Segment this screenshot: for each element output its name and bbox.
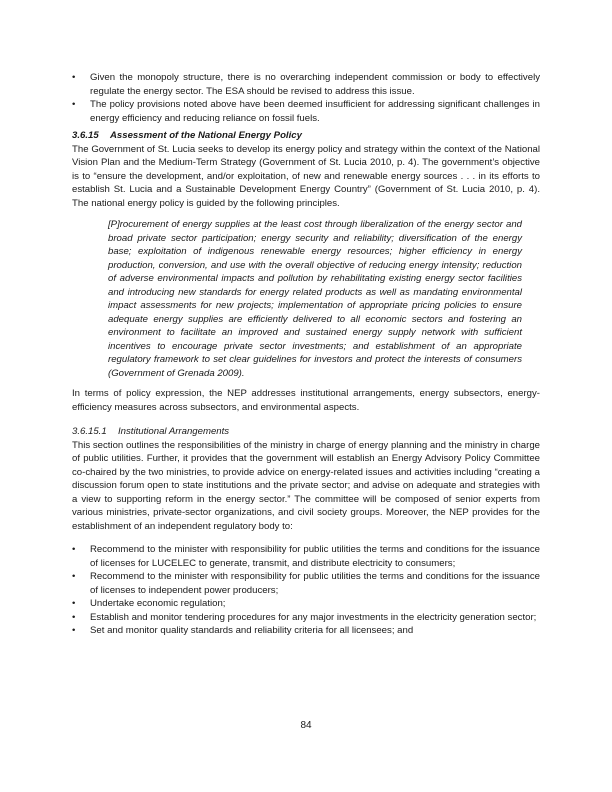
block-quote: [P]rocurement of energy supplies at the least cost through liberalization of the energy sector and broad private sector participation; energy security and reliability; diversification of the energy base; exploitation of indigenous renewable energy resources; higher efficiency in energy production, conversion, and use with the overall objective of reducing energy intensity; reduction of adverse environmental impacts and pollution by rehabilitating existing energy sector facilities and introducing new standards for energy related products as well as mandating environmental impact assessments for new projects; implementation of appropriate pricing policies to ensure adequate energy supplies are efficiently delivered to all economic sectors and fostering an environment to facilitate an improved and sustained energy supply network with sufficient incentives to encourage private sector investments; and establishment of an appropriate regulatory framework to set clear guidelines for investors and protect the interests of consumers (Government of Grenada 2009). <box>108 219 522 379</box>
list-item: • The policy provisions noted above have been deemed insufficient for addressing significant challenges in energy efficiency and reducing reliance on fossil fuels. <box>72 99 540 124</box>
subsection-heading: 3.6.15.1 Institutional Arrangements <box>72 426 230 437</box>
list-item: • Given the monopoly structure, there is no overarching independent commission or body to effectively regulate the energy sector. The ESA should be revised to address this issue. <box>72 72 540 97</box>
list-item: • Recommend to the minister with responsibility for public utilities the terms and conditions for the issuance of licenses for LUCELEC to generate, transmit, and distribute electricity to consumers; <box>72 544 540 569</box>
bullet-icon: • <box>72 625 76 636</box>
bullet-icon: • <box>72 99 76 110</box>
section-summary: In terms of policy expression, the NEP addresses institutional arrangements, energy subsectors, energy-efficiency measures across subsectors, and environmental aspects. <box>72 388 540 413</box>
section-heading: 3.6.15 Assessment of the National Energy Policy <box>72 130 302 141</box>
section-intro: The Government of St. Lucia seeks to develop its energy policy and strategy within the context of the National Vision Plan and the Medium-Term Strategy (Government of St. Lucia 2010, p. 4). The government’s objective is to “ensure the development, and/or exploitation, of new and renewable energy sources . . . in its efforts to establish St. Lucia and a Sustainable Development Energy Country” (Government of St. Lucia 2010, p. 4). The national energy policy is guided by the following principles. <box>72 143 540 209</box>
page-number: 84 <box>300 720 312 731</box>
list-item: • Undertake economic regulation; <box>72 598 226 609</box>
bullet-icon: • <box>72 611 76 623</box>
bullet-icon: • <box>72 72 76 83</box>
list-item: • Set and monitor quality standards and reliability criteria for all licensees; and <box>72 625 414 636</box>
page-body <box>72 71 540 638</box>
bullet-icon: • <box>72 571 76 582</box>
list-item: • Establish and monitor tendering procedures for any major investments in the electricity generation sector; <box>72 611 537 623</box>
regulatory-bullet-list <box>72 543 540 638</box>
bullet-icon: • <box>72 544 76 555</box>
bullet-icon: • <box>72 598 76 609</box>
top-bullet-list <box>72 71 540 125</box>
subsection-body: This section outlines the responsibilities of the ministry in charge of energy planning and the ministry in charge of public utilities. Further, it provides that the government will establish an Energy Advisory Policy Committee co-chaired by the two ministries, to provide advice on energy-related issues and activities including “creating a discussion forum open to state institutions and the private sector; and advise on adequate and strategies with a view to supporting reform in the energy sector.” The committee will be composed of senior experts from various ministries, private-sector organizations, and civil society groups. Moreover, the NEP provides for the establishment of an independent regulatory body to: <box>72 439 540 532</box>
list-item: • Recommend to the minister with responsibility for public utilities the terms and conditions for the issuance of licenses to independent power producers; <box>72 571 540 596</box>
